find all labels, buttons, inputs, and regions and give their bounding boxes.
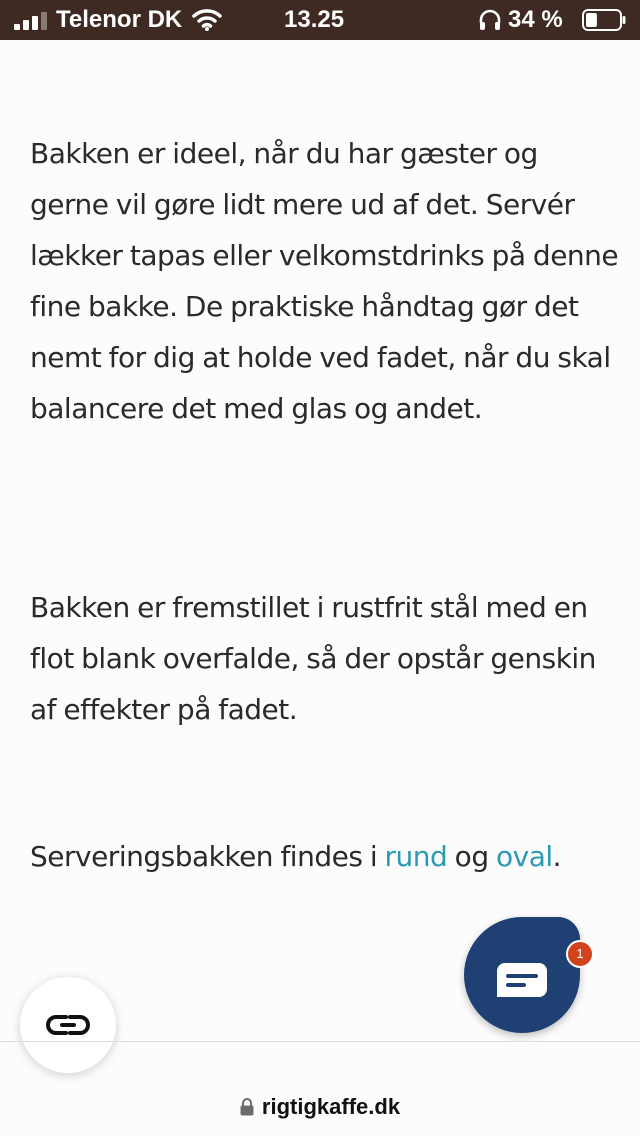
variants-prefix: Serveringsbakken findes i [30,840,385,873]
toolbar-divider [0,1041,640,1042]
wifi-icon [192,8,222,32]
signal-icon [14,12,50,30]
status-clock: 13.25 [284,6,345,33]
variants-suffix: . [552,840,562,873]
address-bar[interactable] [0,1094,640,1134]
variants-paragraph [30,831,620,882]
carrier-name: Telenor DK [56,6,183,33]
lock-icon [240,1098,254,1116]
description-paragraph: Bakken er ideel, når du har gæster og gerne vil gøre lidt mere ud af det. Servér lækker tapas eller velkomstdrinks på denne fine bakke. De praktiske håndtag gør det nemt for dig at holde ved fadet, når du skal balancere det med glas og andet. [30,137,619,425]
oval-variant-link[interactable]: oval [496,840,553,873]
battery-percentage: 34 % [508,6,563,33]
status-bar [0,0,640,40]
variants-middle: og [447,840,496,873]
headphones-icon [478,8,502,32]
battery-icon [582,9,626,31]
chat-button[interactable] [464,917,580,1033]
round-variant-link[interactable]: rund [384,840,448,873]
chat-bubble-icon [497,963,547,997]
link-toggle-button[interactable] [20,977,116,1073]
address-domain: rigtigkaffe.dk [261,1094,401,1119]
chat-notification-badge: 1 [566,940,594,968]
link-toggle-icon [44,1013,92,1037]
description-paragraph: Bakken er fremstillet i rustfrit stål med en flot blank overfalde, så der opstår genskin af effekter på fadet. [30,591,596,726]
